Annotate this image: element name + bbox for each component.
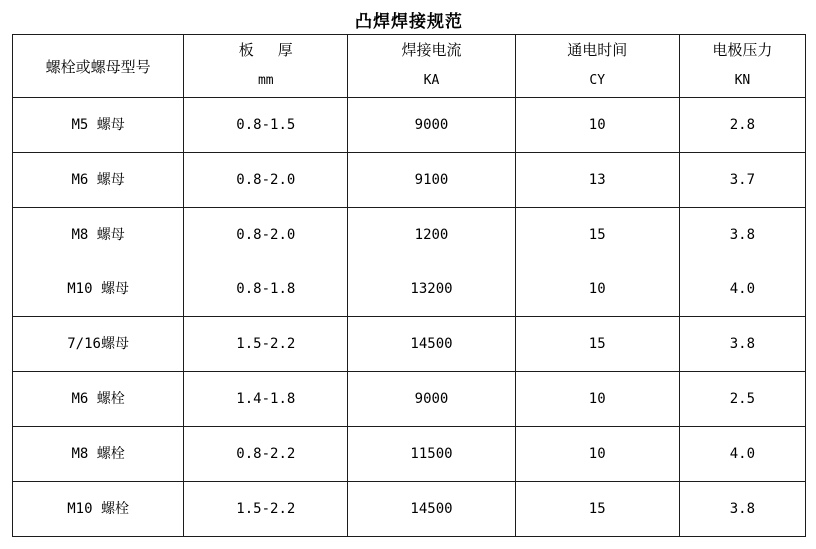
column-unit: KA bbox=[423, 73, 440, 88]
table-cell bbox=[13, 208, 184, 317]
column-header-2 bbox=[348, 35, 515, 98]
cell-value: 0.8-2.2 bbox=[236, 446, 296, 462]
column-label: 通电时间 bbox=[567, 41, 628, 59]
table-header bbox=[13, 35, 806, 98]
cell-value: 0.8-1.8 bbox=[236, 281, 296, 297]
table-cell bbox=[13, 482, 184, 537]
cell-value: M6 螺母 bbox=[71, 172, 125, 188]
cell-value: 3.8 bbox=[729, 227, 756, 243]
cell-value: 0.8-1.5 bbox=[236, 117, 296, 133]
cell-value: 15 bbox=[588, 227, 606, 243]
cell-value: M5 螺母 bbox=[71, 117, 125, 133]
column-unit: mm bbox=[257, 73, 274, 88]
table-cell bbox=[679, 427, 805, 482]
cell-value: 15 bbox=[588, 501, 606, 517]
table-cell bbox=[679, 482, 805, 537]
table-cell bbox=[13, 427, 184, 482]
table-cell bbox=[184, 427, 348, 482]
table-cell bbox=[515, 153, 679, 208]
column-unit: KN bbox=[734, 73, 751, 88]
cell-value: 13200 bbox=[410, 281, 453, 297]
table-cell bbox=[348, 482, 515, 537]
cell-value: 10 bbox=[588, 446, 606, 462]
table-cell bbox=[348, 208, 515, 317]
table-row bbox=[13, 482, 806, 537]
table-cell bbox=[13, 317, 184, 372]
table-cell bbox=[348, 372, 515, 427]
table-cell bbox=[679, 372, 805, 427]
cell-value: 15 bbox=[588, 336, 606, 352]
table-cell bbox=[184, 98, 348, 153]
cell-value: M8 螺母 bbox=[71, 227, 125, 243]
cell-value: 0.8-2.0 bbox=[236, 172, 296, 188]
table-cell bbox=[515, 208, 679, 317]
table-cell bbox=[679, 153, 805, 208]
column-label: 焊接电流 bbox=[401, 41, 462, 59]
table-cell bbox=[348, 98, 515, 153]
table-cell bbox=[184, 372, 348, 427]
column-label: 电极压力 bbox=[712, 41, 773, 59]
table-row bbox=[13, 317, 806, 372]
header-row bbox=[13, 35, 806, 98]
table-cell bbox=[13, 153, 184, 208]
column-header-3 bbox=[515, 35, 679, 98]
table-cell bbox=[184, 317, 348, 372]
table-cell bbox=[184, 208, 348, 317]
cell-value: 10 bbox=[588, 281, 606, 297]
cell-value: 14500 bbox=[410, 336, 453, 352]
cell-value: 3.8 bbox=[729, 336, 756, 352]
cell-value: M8 螺栓 bbox=[71, 446, 125, 462]
table-body bbox=[13, 98, 806, 537]
table-cell bbox=[348, 317, 515, 372]
cell-value: 9000 bbox=[414, 117, 449, 133]
table-row bbox=[13, 427, 806, 482]
cell-value: 10 bbox=[588, 391, 606, 407]
table-cell bbox=[515, 317, 679, 372]
cell-value: 0.8-2.0 bbox=[236, 227, 296, 243]
table-cell bbox=[348, 427, 515, 482]
table-cell bbox=[679, 98, 805, 153]
table-row bbox=[13, 208, 806, 317]
table-cell bbox=[184, 153, 348, 208]
table-row bbox=[13, 372, 806, 427]
table-row bbox=[13, 98, 806, 153]
cell-value: 2.8 bbox=[729, 117, 756, 133]
table-cell bbox=[515, 372, 679, 427]
cell-value: 4.0 bbox=[729, 446, 756, 462]
table-cell bbox=[348, 153, 515, 208]
table-cell bbox=[515, 98, 679, 153]
cell-value: M10 螺栓 bbox=[67, 501, 129, 517]
table-cell bbox=[515, 482, 679, 537]
cell-value: 14500 bbox=[410, 501, 453, 517]
cell-value: 3.8 bbox=[729, 501, 756, 517]
cell-value: 11500 bbox=[410, 446, 453, 462]
cell-value: 1.4-1.8 bbox=[236, 391, 296, 407]
cell-value: 1200 bbox=[414, 227, 449, 243]
column-header-1 bbox=[184, 35, 348, 98]
table-cell bbox=[13, 372, 184, 427]
table-cell bbox=[515, 427, 679, 482]
cell-value: 1.5-2.2 bbox=[236, 336, 296, 352]
cell-value: M6 螺栓 bbox=[71, 391, 125, 407]
table-cell bbox=[679, 208, 805, 317]
cell-value: 1.5-2.2 bbox=[236, 501, 296, 517]
table-row bbox=[13, 153, 806, 208]
cell-value: 13 bbox=[588, 172, 606, 188]
cell-value: M10 螺母 bbox=[67, 281, 129, 297]
cell-value: 7/16螺母 bbox=[67, 336, 129, 352]
cell-value: 9100 bbox=[414, 172, 449, 188]
column-unit: CY bbox=[589, 73, 606, 88]
column-header-4 bbox=[679, 35, 805, 98]
page-title: 凸焊焊接规范 bbox=[355, 12, 463, 32]
table-cell bbox=[679, 317, 805, 372]
cell-value: 10 bbox=[588, 117, 606, 133]
welding-spec-table bbox=[12, 34, 806, 537]
cell-value: 4.0 bbox=[729, 281, 756, 297]
column-label: 板 厚 bbox=[238, 41, 293, 59]
table-cell bbox=[13, 98, 184, 153]
cell-value: 2.5 bbox=[729, 391, 756, 407]
table-cell bbox=[184, 482, 348, 537]
cell-value: 3.7 bbox=[729, 172, 756, 188]
cell-value: 9000 bbox=[414, 391, 449, 407]
column-header-0: 螺栓或螺母型号 bbox=[13, 35, 184, 98]
